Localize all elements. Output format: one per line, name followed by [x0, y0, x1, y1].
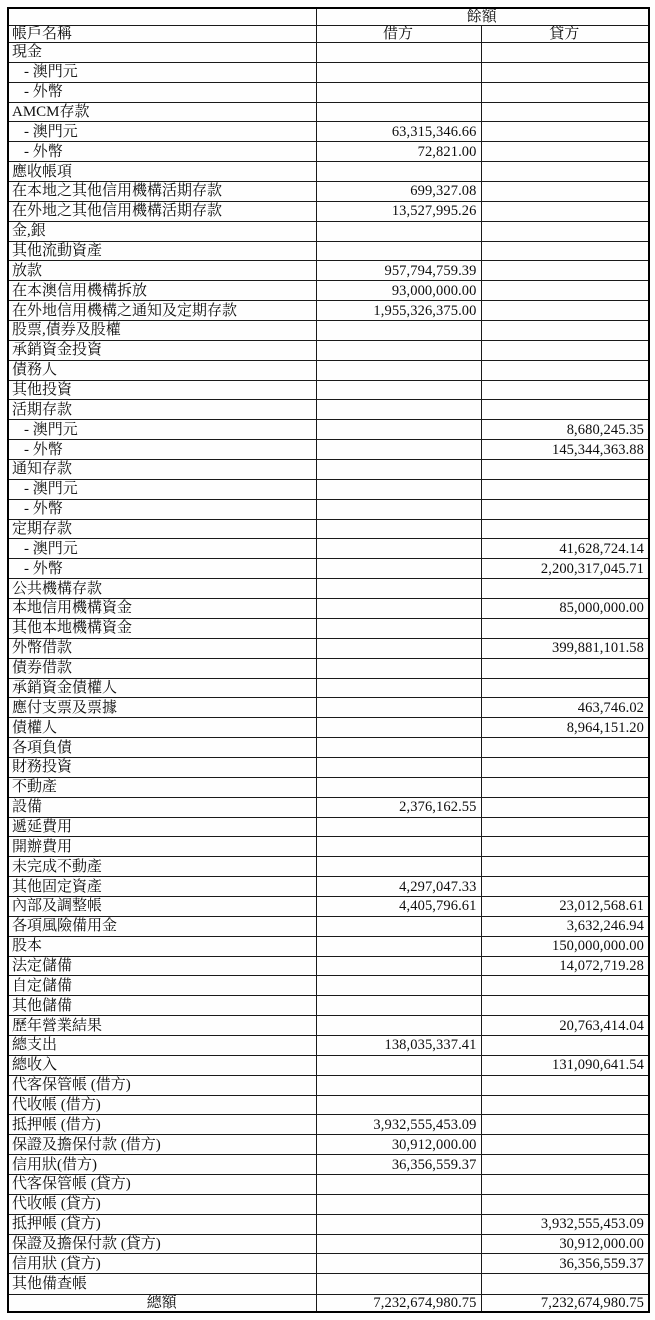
account-name-cell: 代收帳 (借方)	[8, 1095, 316, 1115]
account-name-cell: 總支出	[8, 1035, 316, 1055]
account-name-cell: 代客保管帳 (貸方)	[8, 1174, 316, 1194]
account-name-cell: - 外幣	[8, 499, 316, 519]
credit-value-cell	[481, 1115, 649, 1135]
account-name-cell: 其他儲備	[8, 996, 316, 1016]
table-row	[8, 797, 649, 817]
credit-value-cell	[481, 1135, 649, 1155]
account-name-cell: - 澳門元	[8, 62, 316, 82]
debit-value-cell	[316, 82, 481, 102]
credit-value-cell: 3,932,555,453.09	[481, 1214, 649, 1234]
credit-value-cell: 23,012,568.61	[481, 896, 649, 916]
credit-value-cell	[481, 221, 649, 241]
credit-value-cell	[481, 82, 649, 102]
debit-value-cell	[316, 1016, 481, 1036]
table-row	[8, 777, 649, 797]
credit-value-cell	[481, 777, 649, 797]
table-row	[8, 1135, 649, 1155]
table-row	[8, 221, 649, 241]
account-name-cell: 定期存款	[8, 519, 316, 539]
credit-value-cell	[481, 658, 649, 678]
credit-value-cell: 41,628,724.14	[481, 539, 649, 559]
table-row	[8, 956, 649, 976]
table-row	[8, 539, 649, 559]
debit-value-cell	[316, 936, 481, 956]
trial-balance-table	[7, 7, 650, 1313]
debit-value-cell	[316, 559, 481, 579]
debit-value-cell	[316, 340, 481, 360]
table-row	[8, 201, 649, 221]
credit-value-cell	[481, 499, 649, 519]
account-name-cell: 代收帳 (貸方)	[8, 1194, 316, 1214]
total-credit-cell: 7,232,674,980.75	[481, 1295, 649, 1313]
debit-value-cell: 93,000,000.00	[316, 281, 481, 301]
account-name-cell: 不動產	[8, 777, 316, 797]
debit-value-cell	[316, 638, 481, 658]
credit-value-cell	[481, 62, 649, 82]
debit-value-cell	[316, 321, 481, 341]
account-name-cell: 信用狀 (貸方)	[8, 1254, 316, 1274]
debit-value-cell	[316, 837, 481, 857]
debit-value-cell: 4,297,047.33	[316, 877, 481, 897]
table-row	[8, 499, 649, 519]
credit-value-cell: 463,746.02	[481, 698, 649, 718]
credit-value-cell: 85,000,000.00	[481, 599, 649, 619]
account-name-cell: - 澳門元	[8, 122, 316, 142]
account-name-cell: 活期存款	[8, 400, 316, 420]
total-debit-cell: 7,232,674,980.75	[316, 1295, 481, 1313]
debit-value-cell	[316, 539, 481, 559]
credit-value-cell: 30,912,000.00	[481, 1234, 649, 1254]
account-name-cell: 各項風險備用金	[8, 916, 316, 936]
credit-value-cell	[481, 1194, 649, 1214]
account-name-cell: 股票,債券及股權	[8, 321, 316, 341]
credit-value-cell	[481, 380, 649, 400]
credit-value-cell	[481, 1155, 649, 1175]
credit-value-cell	[481, 162, 649, 182]
account-name-header: 帳戶名稱	[8, 26, 316, 43]
table-row	[8, 400, 649, 420]
credit-value-cell: 3,632,246.94	[481, 916, 649, 936]
table-row	[8, 1254, 649, 1274]
table-row	[8, 718, 649, 738]
table-row	[8, 1174, 649, 1194]
debit-value-cell	[316, 241, 481, 261]
credit-value-cell	[481, 1035, 649, 1055]
account-name-cell: - 外幣	[8, 142, 316, 162]
debit-value-cell	[316, 996, 481, 1016]
account-name-cell: 公共機構存款	[8, 579, 316, 599]
debit-value-cell	[316, 62, 481, 82]
balance-header-row	[8, 8, 649, 26]
table-body	[8, 43, 649, 1295]
credit-value-cell	[481, 43, 649, 63]
account-name-cell: 應收帳項	[8, 162, 316, 182]
table-row	[8, 599, 649, 619]
table-row	[8, 420, 649, 440]
debit-value-cell	[316, 738, 481, 758]
account-name-cell: - 外幣	[8, 440, 316, 460]
account-name-cell: 其他流動資產	[8, 241, 316, 261]
debit-value-cell	[316, 499, 481, 519]
debit-value-cell	[316, 599, 481, 619]
credit-value-cell	[481, 976, 649, 996]
table-row	[8, 460, 649, 480]
table-row	[8, 62, 649, 82]
debit-value-cell: 30,912,000.00	[316, 1135, 481, 1155]
table-row	[8, 857, 649, 877]
table-row	[8, 340, 649, 360]
table-row	[8, 1155, 649, 1175]
table-row	[8, 1095, 649, 1115]
credit-value-cell: 8,680,245.35	[481, 420, 649, 440]
debit-value-cell	[316, 460, 481, 480]
debit-value-cell: 13,527,995.26	[316, 201, 481, 221]
table-row	[8, 1055, 649, 1075]
account-name-cell: 其他本地機構資金	[8, 618, 316, 638]
debit-value-cell	[316, 1274, 481, 1295]
debit-value-cell	[316, 956, 481, 976]
table-row	[8, 122, 649, 142]
table-row	[8, 936, 649, 956]
table-row	[8, 817, 649, 837]
debit-value-cell: 1,955,326,375.00	[316, 301, 481, 321]
debit-value-cell	[316, 777, 481, 797]
account-name-cell: 承銷資金投資	[8, 340, 316, 360]
table-row	[8, 261, 649, 281]
empty-header-cell	[8, 8, 316, 26]
credit-value-cell	[481, 400, 649, 420]
account-name-cell: 在外地之其他信用機構活期存款	[8, 201, 316, 221]
debit-value-cell	[316, 678, 481, 698]
table-footer	[8, 1295, 649, 1313]
debit-value-cell	[316, 43, 481, 63]
account-name-cell: 設備	[8, 797, 316, 817]
table-row	[8, 102, 649, 122]
table-row	[8, 638, 649, 658]
debit-value-cell: 3,932,555,453.09	[316, 1115, 481, 1135]
debit-value-cell: 699,327.08	[316, 182, 481, 202]
account-name-cell: 其他備查帳	[8, 1274, 316, 1295]
credit-value-cell	[481, 618, 649, 638]
debit-value-cell	[316, 519, 481, 539]
account-name-cell: 內部及調整帳	[8, 896, 316, 916]
debit-value-cell	[316, 916, 481, 936]
debit-value-cell	[316, 618, 481, 638]
account-name-cell: 現金	[8, 43, 316, 63]
credit-value-cell: 36,356,559.37	[481, 1254, 649, 1274]
table-row	[8, 738, 649, 758]
credit-value-cell: 150,000,000.00	[481, 936, 649, 956]
debit-value-cell	[316, 757, 481, 777]
account-name-cell: 法定儲備	[8, 956, 316, 976]
table-row	[8, 896, 649, 916]
debit-value-cell	[316, 817, 481, 837]
account-name-cell: 歷年營業結果	[8, 1016, 316, 1036]
account-name-cell: 在本地之其他信用機構活期存款	[8, 182, 316, 202]
credit-value-cell	[481, 102, 649, 122]
debit-value-cell: 138,035,337.41	[316, 1035, 481, 1055]
debit-value-cell	[316, 718, 481, 738]
credit-value-cell	[481, 817, 649, 837]
debit-value-cell	[316, 698, 481, 718]
table-row	[8, 301, 649, 321]
account-name-cell: 保證及擔保付款 (貸方)	[8, 1234, 316, 1254]
table-row	[8, 162, 649, 182]
debit-value-cell	[316, 1214, 481, 1234]
credit-header: 貸方	[481, 26, 649, 43]
table-row	[8, 976, 649, 996]
debit-value-cell	[316, 1075, 481, 1095]
table-row	[8, 1115, 649, 1135]
account-name-cell: 應付支票及票據	[8, 698, 316, 718]
total-row	[8, 1295, 649, 1313]
debit-value-cell	[316, 221, 481, 241]
balance-header: 餘額	[316, 8, 649, 26]
credit-value-cell	[481, 519, 649, 539]
debit-value-cell	[316, 658, 481, 678]
credit-value-cell	[481, 857, 649, 877]
column-header-row	[8, 26, 649, 43]
debit-value-cell	[316, 102, 481, 122]
account-name-cell: 股本	[8, 936, 316, 956]
credit-value-cell	[481, 340, 649, 360]
credit-value-cell: 14,072,719.28	[481, 956, 649, 976]
table-row	[8, 182, 649, 202]
account-name-cell: - 澳門元	[8, 479, 316, 499]
account-name-cell: 抵押帳 (借方)	[8, 1115, 316, 1135]
table-row	[8, 281, 649, 301]
credit-value-cell	[481, 479, 649, 499]
account-name-cell: - 澳門元	[8, 420, 316, 440]
table-row	[8, 1274, 649, 1295]
account-name-cell: 信用狀(借方)	[8, 1155, 316, 1175]
account-name-cell: 其他固定資產	[8, 877, 316, 897]
credit-value-cell: 20,763,414.04	[481, 1016, 649, 1036]
table-row	[8, 996, 649, 1016]
credit-value-cell	[481, 321, 649, 341]
credit-value-cell	[481, 1075, 649, 1095]
table-row	[8, 658, 649, 678]
account-name-cell: 未完成不動產	[8, 857, 316, 877]
account-name-cell: 本地信用機構資金	[8, 599, 316, 619]
debit-value-cell: 63,315,346.66	[316, 122, 481, 142]
debit-value-cell	[316, 1194, 481, 1214]
debit-value-cell	[316, 380, 481, 400]
credit-value-cell: 131,090,641.54	[481, 1055, 649, 1075]
debit-value-cell	[316, 360, 481, 380]
account-name-cell: 保證及擔保付款 (借方)	[8, 1135, 316, 1155]
credit-value-cell: 145,344,363.88	[481, 440, 649, 460]
credit-value-cell	[481, 1174, 649, 1194]
table-row	[8, 1016, 649, 1036]
credit-value-cell	[481, 182, 649, 202]
table-row	[8, 360, 649, 380]
credit-value-cell: 2,200,317,045.71	[481, 559, 649, 579]
table-row	[8, 43, 649, 63]
credit-value-cell	[481, 579, 649, 599]
account-name-cell: 通知存款	[8, 460, 316, 480]
table-row	[8, 579, 649, 599]
account-name-cell: 債權人	[8, 718, 316, 738]
table-row	[8, 142, 649, 162]
credit-value-cell	[481, 757, 649, 777]
debit-value-cell: 957,794,759.39	[316, 261, 481, 281]
credit-value-cell	[481, 1095, 649, 1115]
account-name-cell: 代客保管帳 (借方)	[8, 1075, 316, 1095]
debit-value-cell	[316, 1234, 481, 1254]
account-name-cell: - 外幣	[8, 82, 316, 102]
table-row	[8, 440, 649, 460]
credit-value-cell	[481, 797, 649, 817]
credit-value-cell	[481, 678, 649, 698]
table-row	[8, 1075, 649, 1095]
table-row	[8, 559, 649, 579]
debit-value-cell	[316, 1174, 481, 1194]
credit-value-cell	[481, 877, 649, 897]
credit-value-cell	[481, 1274, 649, 1295]
credit-value-cell	[481, 460, 649, 480]
account-name-cell: - 外幣	[8, 559, 316, 579]
account-name-cell: 開辦費用	[8, 837, 316, 857]
debit-header: 借方	[316, 26, 481, 43]
debit-value-cell	[316, 976, 481, 996]
debit-value-cell	[316, 479, 481, 499]
debit-value-cell	[316, 162, 481, 182]
account-name-cell: AMCM存款	[8, 102, 316, 122]
table-header	[8, 8, 649, 43]
table-row	[8, 618, 649, 638]
table-row	[8, 1214, 649, 1234]
account-name-cell: 債務人	[8, 360, 316, 380]
table-row	[8, 698, 649, 718]
debit-value-cell: 4,405,796.61	[316, 896, 481, 916]
account-name-cell: 在本澳信用機構拆放	[8, 281, 316, 301]
debit-value-cell	[316, 857, 481, 877]
debit-value-cell	[316, 579, 481, 599]
credit-value-cell: 8,964,151.20	[481, 718, 649, 738]
debit-value-cell: 36,356,559.37	[316, 1155, 481, 1175]
table-row	[8, 321, 649, 341]
credit-value-cell: 399,881,101.58	[481, 638, 649, 658]
table-row	[8, 241, 649, 261]
table-row	[8, 877, 649, 897]
account-name-cell: - 澳門元	[8, 539, 316, 559]
credit-value-cell	[481, 261, 649, 281]
table-row	[8, 916, 649, 936]
table-row	[8, 380, 649, 400]
account-name-cell: 承銷資金債權人	[8, 678, 316, 698]
credit-value-cell	[481, 201, 649, 221]
account-name-cell: 抵押帳 (貸方)	[8, 1214, 316, 1234]
account-name-cell: 財務投資	[8, 757, 316, 777]
table-row	[8, 1035, 649, 1055]
table-row	[8, 837, 649, 857]
account-name-cell: 在外地信用機構之通知及定期存款	[8, 301, 316, 321]
account-name-cell: 各項負債	[8, 738, 316, 758]
debit-value-cell	[316, 1055, 481, 1075]
credit-value-cell	[481, 122, 649, 142]
credit-value-cell	[481, 738, 649, 758]
credit-value-cell	[481, 281, 649, 301]
credit-value-cell	[481, 301, 649, 321]
table-row	[8, 519, 649, 539]
credit-value-cell	[481, 996, 649, 1016]
debit-value-cell	[316, 1095, 481, 1115]
table-row	[8, 479, 649, 499]
table-row	[8, 757, 649, 777]
debit-value-cell	[316, 1254, 481, 1274]
account-name-cell: 放款	[8, 261, 316, 281]
account-name-cell: 遞延費用	[8, 817, 316, 837]
account-name-cell: 債券借款	[8, 658, 316, 678]
account-name-cell: 其他投資	[8, 380, 316, 400]
credit-value-cell	[481, 241, 649, 261]
table-row	[8, 678, 649, 698]
account-name-cell: 總收入	[8, 1055, 316, 1075]
account-name-cell: 自定儲備	[8, 976, 316, 996]
total-label-cell: 總額	[8, 1295, 316, 1313]
debit-value-cell	[316, 400, 481, 420]
account-name-cell: 外幣借款	[8, 638, 316, 658]
debit-value-cell	[316, 420, 481, 440]
credit-value-cell	[481, 360, 649, 380]
debit-value-cell: 72,821.00	[316, 142, 481, 162]
credit-value-cell	[481, 142, 649, 162]
table-row	[8, 1194, 649, 1214]
debit-value-cell	[316, 440, 481, 460]
account-name-cell: 金,銀	[8, 221, 316, 241]
credit-value-cell	[481, 837, 649, 857]
debit-value-cell: 2,376,162.55	[316, 797, 481, 817]
table-row	[8, 1234, 649, 1254]
table-row	[8, 82, 649, 102]
